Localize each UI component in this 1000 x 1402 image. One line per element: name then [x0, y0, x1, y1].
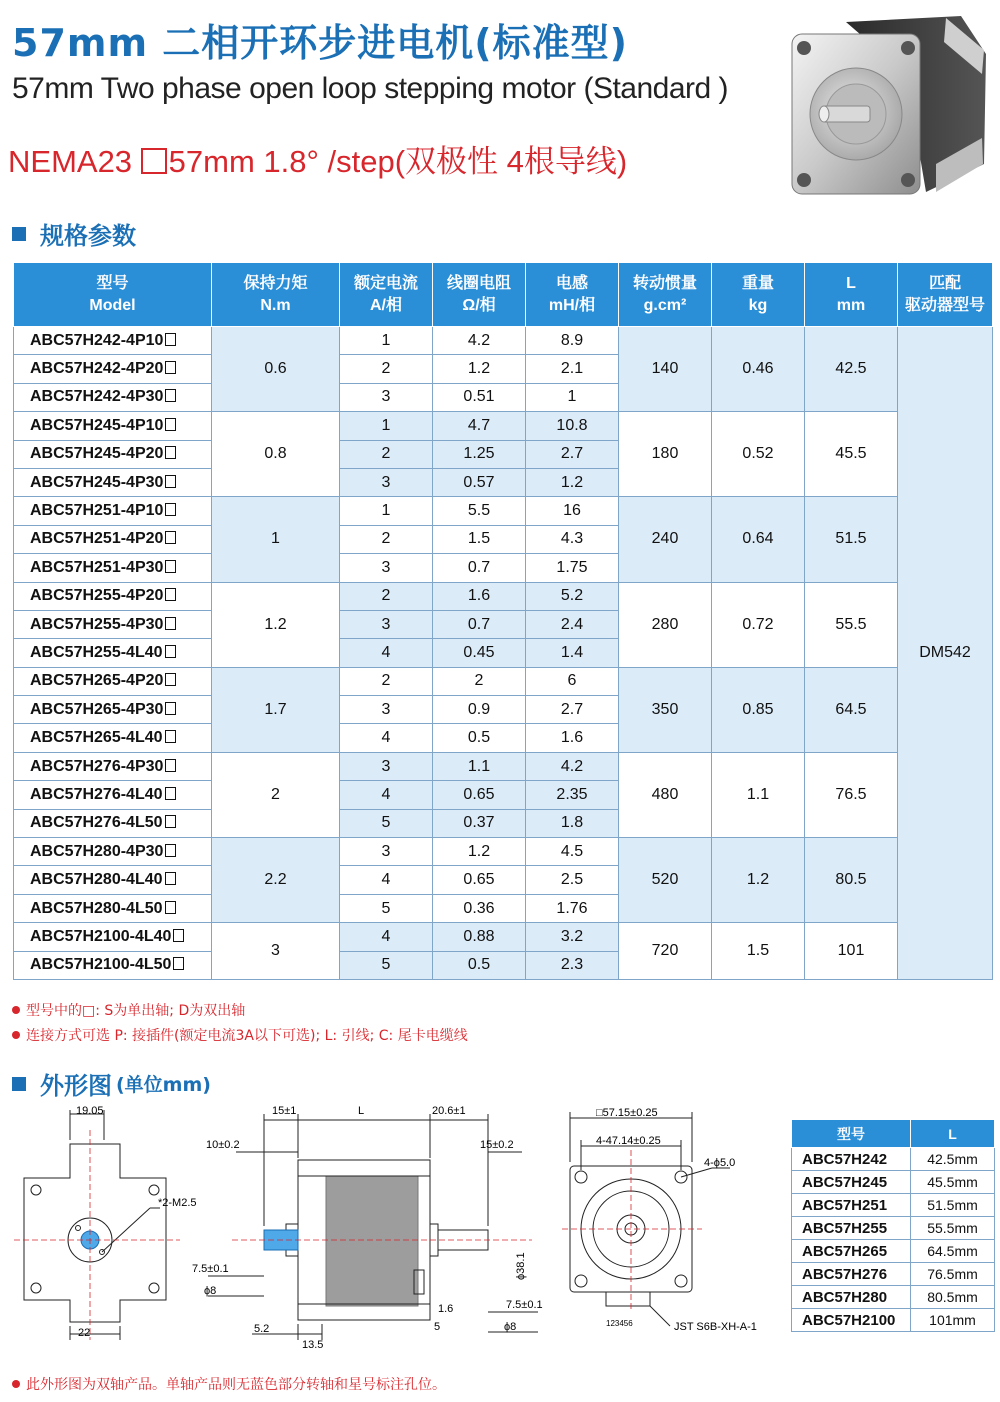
rear-dim-3: 4-ϕ5.0: [704, 1157, 736, 1169]
option-box-icon: [165, 446, 176, 459]
resistance-cell: 1.2: [433, 838, 526, 866]
table-row: [792, 1217, 995, 1240]
resistance-cell: 0.5: [433, 951, 526, 979]
model-cell: ABC57H265-4L40: [14, 724, 212, 752]
inductance-cell: 2.35: [526, 781, 619, 809]
length-value-cell: 64.5mm: [911, 1240, 995, 1263]
option-box-icon: [165, 787, 176, 800]
table-row: [792, 1194, 995, 1217]
side-dim-5: 15±0.2: [480, 1139, 514, 1151]
model-cell: ABC57H245-4P10: [14, 412, 212, 440]
inductance-cell: 1.75: [526, 554, 619, 582]
col-model: 型号 Model: [14, 263, 212, 327]
side-dim-6: 7.5±0.1: [192, 1263, 229, 1275]
resistance-cell: 0.9: [433, 696, 526, 724]
weight-cell: 0.46: [712, 327, 805, 412]
weight-cell: 0.85: [712, 667, 805, 752]
inertia-cell: 140: [619, 327, 712, 412]
resistance-cell: 0.65: [433, 781, 526, 809]
side-dim-4: 10±0.2: [206, 1139, 240, 1151]
torque-cell: 1.7: [212, 667, 340, 752]
side-dim-2: L: [358, 1105, 365, 1117]
option-box-icon: [173, 957, 184, 970]
side-dim-13: 5: [434, 1321, 441, 1333]
inductance-cell: 1.4: [526, 639, 619, 667]
option-box-icon: [165, 333, 176, 346]
option-box-icon: [165, 475, 176, 488]
model-cell: ABC57H255-4P20: [14, 582, 212, 610]
resistance-cell: 1.2: [433, 355, 526, 383]
table-row: [792, 1148, 995, 1171]
model-cell: ABC57H276-4L50: [14, 809, 212, 837]
model-cell: ABC57H251-4P10: [14, 497, 212, 525]
model-cell: ABC57H255-4L40: [14, 639, 212, 667]
resistance-cell: 4.2: [433, 327, 526, 355]
model-cell: ABC57H251-4P20: [14, 525, 212, 553]
table-row: [14, 497, 993, 525]
note-connection: 连接方式可选 P: 接插件(额定电流3A以下可选); L: 引线; C: 尾卡电缆线: [12, 1025, 468, 1045]
length-table-body: [792, 1148, 995, 1332]
current-cell: 4: [340, 866, 433, 894]
table-row: [792, 1286, 995, 1309]
option-box-icon: [165, 872, 176, 885]
side-dim-12: 13.5: [302, 1339, 324, 1351]
resistance-cell: 0.7: [433, 610, 526, 638]
front-dim-3: 22: [78, 1327, 91, 1339]
resistance-cell: 5.5: [433, 497, 526, 525]
length-cell: 76.5: [805, 752, 898, 837]
side-dim-14: ϕ8: [504, 1321, 517, 1333]
option-box-icon: [165, 361, 176, 374]
inductance-cell: 2.1: [526, 355, 619, 383]
length-cell: 80.5: [805, 838, 898, 923]
torque-cell: 2.2: [212, 838, 340, 923]
torque-cell: 2: [212, 752, 340, 837]
length-table-header: [792, 1120, 995, 1148]
option-box-icon: [165, 617, 176, 630]
resistance-cell: 0.45: [433, 639, 526, 667]
torque-cell: 0.8: [212, 412, 340, 497]
side-dim-3: 20.6±1: [432, 1105, 466, 1117]
model-cell: ABC57H265-4P20: [14, 667, 212, 695]
table-row: [792, 1263, 995, 1286]
front-view-drawing: [10, 1100, 197, 1350]
table-row: [14, 582, 993, 610]
col-inertia: 转动惯量 g.cm²: [619, 263, 712, 327]
table-row: [14, 667, 993, 695]
rear-view-drawing: [562, 1100, 784, 1350]
table-row: [792, 1240, 995, 1263]
length-table: [791, 1119, 995, 1332]
table-row: [14, 923, 993, 951]
length-value-cell: 45.5mm: [911, 1171, 995, 1194]
table-row: [14, 838, 993, 866]
rear-dim-2: 4-47.14±0.25: [596, 1135, 661, 1147]
length-cell: 45.5: [805, 412, 898, 497]
inductance-cell: 6: [526, 667, 619, 695]
length-cell: 51.5: [805, 497, 898, 582]
option-box-icon: [165, 418, 176, 431]
option-box-icon: [165, 702, 176, 715]
option-box-icon: [165, 560, 176, 573]
resistance-cell: 4.7: [433, 412, 526, 440]
table-row: [792, 1171, 995, 1194]
table-row: [792, 1309, 995, 1332]
inductance-cell: 1.2: [526, 468, 619, 496]
option-box-icon: [165, 673, 176, 686]
nema-label: NEMA23: [8, 144, 141, 179]
current-cell: 4: [340, 639, 433, 667]
resistance-cell: 0.5: [433, 724, 526, 752]
length-model-cell: ABC57H242: [792, 1148, 911, 1171]
weight-cell: 1.5: [712, 923, 805, 980]
page-title-en: 57mm Two phase open loop stepping motor (Standard ): [12, 72, 729, 105]
col-inductance: 电感 mH/相: [526, 263, 619, 327]
length-model-cell: ABC57H280: [792, 1286, 911, 1309]
current-cell: 2: [340, 667, 433, 695]
option-box-icon: [165, 815, 176, 828]
resistance-cell: 0.88: [433, 923, 526, 951]
resistance-cell: 0.36: [433, 894, 526, 922]
section-bullet: [12, 227, 26, 241]
current-cell: 2: [340, 582, 433, 610]
inductance-cell: 4.5: [526, 838, 619, 866]
side-dim-9: 1.6: [438, 1303, 454, 1315]
length-model-cell: ABC57H251: [792, 1194, 911, 1217]
length-model-cell: ABC57H245: [792, 1171, 911, 1194]
current-cell: 1: [340, 327, 433, 355]
length-value-cell: 51.5mm: [911, 1194, 995, 1217]
inductance-cell: 1.6: [526, 724, 619, 752]
length-cell: 55.5: [805, 582, 898, 667]
inertia-cell: 350: [619, 667, 712, 752]
col-weight: 重量 kg: [712, 263, 805, 327]
resistance-cell: 1.25: [433, 440, 526, 468]
inertia-cell: 480: [619, 752, 712, 837]
length-model-cell: ABC57H265: [792, 1240, 911, 1263]
option-box-icon: [165, 730, 176, 743]
model-cell: ABC57H2100-4L50: [14, 951, 212, 979]
spec-table-body: [14, 327, 993, 980]
resistance-cell: 0.51: [433, 383, 526, 411]
length-model-cell: ABC57H276: [792, 1263, 911, 1286]
option-box-icon: [165, 901, 176, 914]
side-dim-10: 7.5±0.1: [506, 1299, 543, 1311]
resistance-cell: 0.65: [433, 866, 526, 894]
col-driver: 匹配 驱动器型号: [898, 263, 993, 327]
inertia-cell: 180: [619, 412, 712, 497]
resistance-cell: 1.5: [433, 525, 526, 553]
current-cell: 2: [340, 440, 433, 468]
current-cell: 4: [340, 781, 433, 809]
resistance-cell: 0.57: [433, 468, 526, 496]
note-bullet: [12, 1006, 20, 1014]
front-dim-2: *2-M2.5: [158, 1197, 197, 1209]
length-value-cell: 76.5mm: [911, 1263, 995, 1286]
page-title-cn: 57mm 二相开环步进电机(标准型): [12, 21, 629, 65]
spec-section-title: 规格参数: [12, 216, 136, 251]
current-cell: 3: [340, 383, 433, 411]
length-cell: 101: [805, 923, 898, 980]
weight-cell: 0.52: [712, 412, 805, 497]
side-dim-7: ϕ8: [204, 1285, 217, 1297]
model-cell: ABC57H251-4P30: [14, 554, 212, 582]
weight-cell: 1.2: [712, 838, 805, 923]
length-cell: 42.5: [805, 327, 898, 412]
inductance-cell: 2.4: [526, 610, 619, 638]
model-cell: ABC57H242-4P30: [14, 383, 212, 411]
inductance-cell: 8.9: [526, 327, 619, 355]
inductance-cell: 4.3: [526, 525, 619, 553]
section-bullet: [12, 1077, 26, 1091]
front-dim-1: 19.05: [76, 1105, 104, 1117]
model-cell: ABC57H276-4L40: [14, 781, 212, 809]
inductance-cell: 3.2: [526, 923, 619, 951]
current-cell: 4: [340, 923, 433, 951]
footer-note: 此外形图为双轴产品。单轴产品则无蓝色部分转轴和星号标注孔位。: [12, 1374, 446, 1394]
inductance-cell: 2.3: [526, 951, 619, 979]
inductance-cell: 2.7: [526, 440, 619, 468]
nema-spec: [8, 136, 627, 181]
resistance-cell: 1.6: [433, 582, 526, 610]
side-dim-1: 15±1: [272, 1105, 297, 1117]
model-cell: ABC57H242-4P20: [14, 355, 212, 383]
current-cell: 3: [340, 696, 433, 724]
rear-dim-4: 123456: [606, 1319, 633, 1328]
inductance-cell: 2.7: [526, 696, 619, 724]
model-cell: ABC57H276-4P30: [14, 752, 212, 780]
option-box-icon: [165, 389, 176, 402]
side-dim-8: ϕ38.1: [515, 1252, 527, 1280]
resistance-cell: 2: [433, 667, 526, 695]
table-row: [14, 412, 993, 440]
table-row: [14, 327, 993, 355]
weight-cell: 0.64: [712, 497, 805, 582]
side-view-drawing: [192, 1100, 562, 1350]
length-model-cell: ABC57H255: [792, 1217, 911, 1240]
current-cell: 5: [340, 951, 433, 979]
length-col-model: 型号: [792, 1120, 911, 1148]
driver-cell: DM542: [898, 327, 993, 980]
weight-cell: 1.1: [712, 752, 805, 837]
model-cell: ABC57H2100-4L40: [14, 923, 212, 951]
current-cell: 2: [340, 355, 433, 383]
spec-table-header: [14, 263, 993, 327]
option-box-icon: [165, 531, 176, 544]
length-value-cell: 80.5mm: [911, 1286, 995, 1309]
note-bullet: [12, 1031, 20, 1039]
inductance-cell: 10.8: [526, 412, 619, 440]
inertia-cell: 720: [619, 923, 712, 980]
resistance-cell: 0.7: [433, 554, 526, 582]
current-cell: 3: [340, 554, 433, 582]
torque-cell: 3: [212, 923, 340, 980]
dimension-section-title: 外形图 (单位mm): [12, 1066, 211, 1101]
current-cell: 3: [340, 838, 433, 866]
option-box-icon: [173, 929, 184, 942]
current-cell: 2: [340, 525, 433, 553]
model-cell: ABC57H265-4P30: [14, 696, 212, 724]
torque-cell: 1.2: [212, 582, 340, 667]
model-cell: ABC57H280-4L40: [14, 866, 212, 894]
current-cell: 3: [340, 468, 433, 496]
length-cell: 64.5: [805, 667, 898, 752]
resistance-cell: 1.1: [433, 752, 526, 780]
inertia-cell: 240: [619, 497, 712, 582]
col-length: L mm: [805, 263, 898, 327]
option-box-icon: [165, 645, 176, 658]
model-cell: ABC57H280-4L50: [14, 894, 212, 922]
current-cell: 1: [340, 412, 433, 440]
torque-cell: 0.6: [212, 327, 340, 412]
inertia-cell: 520: [619, 838, 712, 923]
torque-cell: 1: [212, 497, 340, 582]
note-shaft: 型号中的□: S为单出轴; D为双出轴: [12, 1000, 245, 1020]
option-box-icon: [165, 503, 176, 516]
length-model-cell: ABC57H2100: [792, 1309, 911, 1332]
inertia-cell: 280: [619, 582, 712, 667]
length-value-cell: 101mm: [911, 1309, 995, 1332]
rear-dim-5: JST S6B-XH-A-1: [674, 1321, 757, 1333]
option-box-icon: [165, 844, 176, 857]
option-box-icon: [165, 588, 176, 601]
current-cell: 4: [340, 724, 433, 752]
spec-table: [13, 262, 993, 980]
inductance-cell: 16: [526, 497, 619, 525]
motor-photo: [786, 14, 996, 200]
note-bullet: [12, 1380, 20, 1388]
inductance-cell: 4.2: [526, 752, 619, 780]
side-dim-11: 5.2: [254, 1323, 270, 1335]
model-cell: ABC57H280-4P30: [14, 838, 212, 866]
nema-size: 57mm 1.8° /step(双极性 4根导线): [168, 144, 628, 179]
current-cell: 5: [340, 809, 433, 837]
col-resistance: 线圈电阻 Ω/相: [433, 263, 526, 327]
model-cell: ABC57H242-4P10: [14, 327, 212, 355]
model-cell: ABC57H255-4P30: [14, 610, 212, 638]
inductance-cell: 2.5: [526, 866, 619, 894]
model-cell: ABC57H245-4P30: [14, 468, 212, 496]
inductance-cell: 5.2: [526, 582, 619, 610]
resistance-cell: 0.37: [433, 809, 526, 837]
current-cell: 3: [340, 610, 433, 638]
col-current: 额定电流 A/相: [340, 263, 433, 327]
inductance-cell: 1.76: [526, 894, 619, 922]
table-row: [14, 752, 993, 780]
current-cell: 5: [340, 894, 433, 922]
current-cell: 1: [340, 497, 433, 525]
length-col-l: L: [911, 1120, 995, 1148]
option-box-icon: [165, 759, 176, 772]
length-value-cell: 55.5mm: [911, 1217, 995, 1240]
rear-dim-1: □57.15±0.25: [596, 1107, 658, 1119]
col-torque: 保持力矩 N.m: [212, 263, 340, 327]
model-cell: ABC57H245-4P20: [14, 440, 212, 468]
square-symbol: [141, 148, 167, 174]
inductance-cell: 1: [526, 383, 619, 411]
inductance-cell: 1.8: [526, 809, 619, 837]
weight-cell: 0.72: [712, 582, 805, 667]
length-value-cell: 42.5mm: [911, 1148, 995, 1171]
current-cell: 3: [340, 752, 433, 780]
